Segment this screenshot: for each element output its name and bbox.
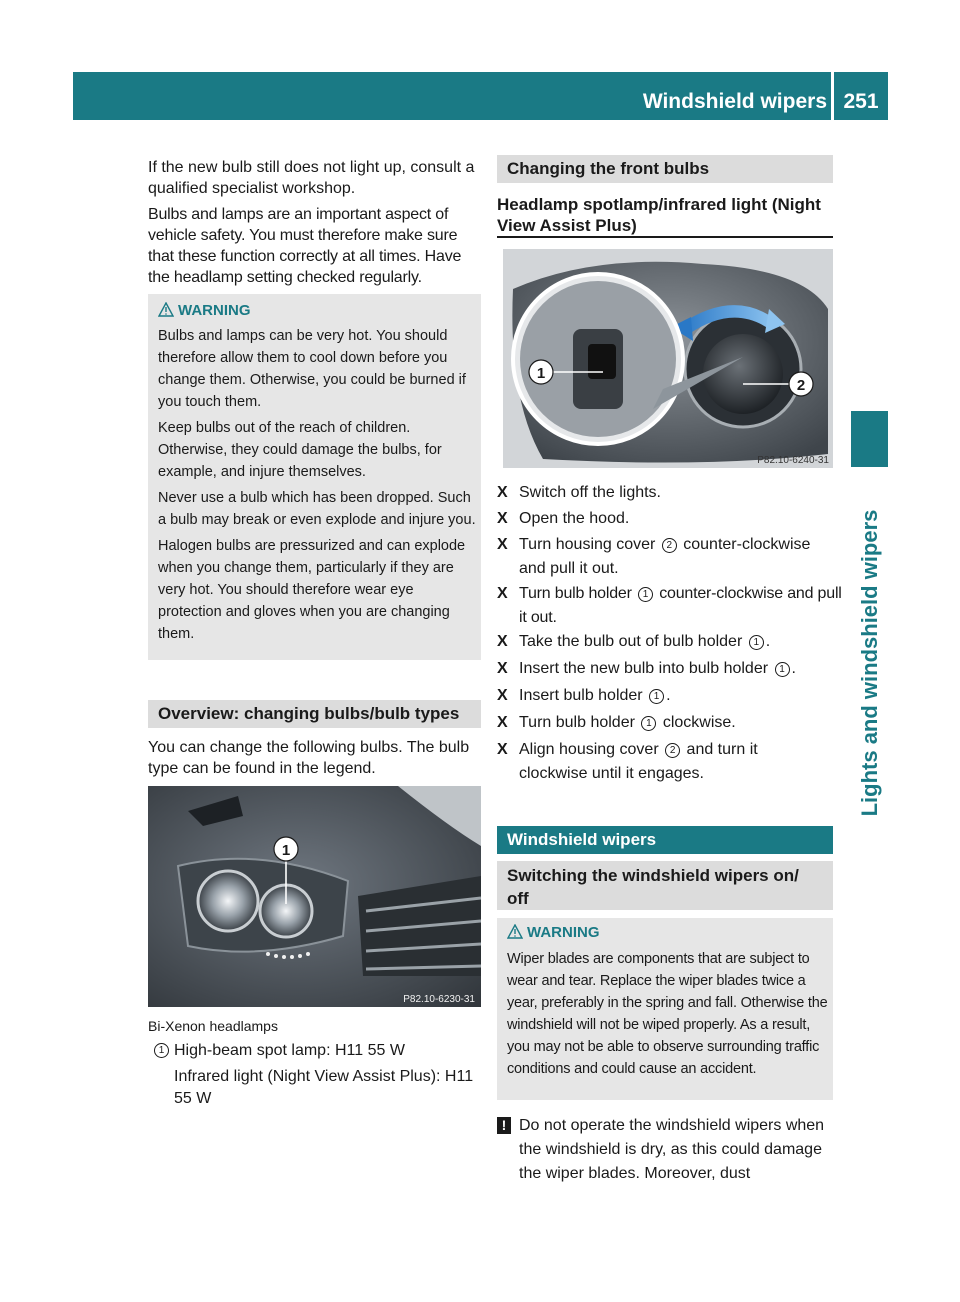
image-caption: Bi-Xenon headlamps — [148, 1018, 278, 1034]
legend-number: 1 — [154, 1043, 169, 1058]
page-number: 251 — [843, 90, 879, 113]
overview-text: You can change the following bulbs. The bulb type can be found in the legend. — [148, 739, 470, 777]
warning-paragraph: Halogen bulbs are pressurized and can explode when you change them, particularly if they are very hot. You should therefore wear eye protection and gloves when you are changing them. — [158, 538, 466, 642]
side-tab-label: Lights and windshield wipers — [856, 509, 882, 816]
subheading: Headlamp spotlamp/infrared light (Night View Assist Plus) — [497, 195, 821, 235]
section-heading: Changing the front bulbs — [497, 155, 833, 183]
overview-heading: Overview: changing bulbs/bulb types — [148, 700, 481, 728]
image-marker-1: 1 — [281, 842, 291, 859]
step-marker-icon: X — [497, 633, 508, 650]
step-marker-icon: X — [497, 660, 508, 677]
bi-xenon-headlamp-image — [148, 786, 481, 1007]
image-code: P82.10-6230-31 — [403, 994, 475, 1005]
step-marker-icon: X — [497, 484, 508, 501]
step-marker-icon: X — [497, 741, 508, 758]
legend-line-1: High-beam spot lamp: H11 55 W — [174, 1042, 405, 1059]
header-title: Windshield wipers — [642, 90, 827, 113]
image-marker-1: 1 — [536, 365, 546, 382]
warning-paragraph: Bulbs and lamps can be very hot. You should therefore allow them to cool down before you change them. Otherwise, you could be burned if you touch them. — [158, 328, 466, 410]
switching-heading: Switching the windshield wipers on/ off — [497, 861, 833, 910]
warning-heading: WARNING — [507, 923, 827, 943]
step-marker-icon: X — [497, 687, 508, 704]
side-tab — [851, 411, 888, 467]
notice-text: Do not operate the windshield wipers when the windshield is dry, as this could damage the wiper blades. Moreover, dust — [519, 1117, 825, 1182]
warning-paragraph: Keep bulbs out of the reach of children. Otherwise, they could damage the bulbs, for example, and injure themselves. — [158, 420, 442, 480]
step-marker-icon: X — [497, 536, 508, 553]
warning-heading: WARNING — [158, 301, 478, 321]
image-marker-2: 2 — [796, 377, 806, 394]
headlamp-housing-image — [503, 249, 833, 468]
warning-triangle-icon — [158, 302, 174, 317]
legend-line-2: Infrared light (Night View Assist Plus): H11 55 W — [174, 1068, 474, 1107]
warning-paragraph: Wiper blades are components that are subject to wear and tear. Replace the wiper blades twice a year, preferably in the spring and fall. Otherwise the windshield will not be wiped properly. As a result, you may not be able to observe surrounding traffic conditions and could cause an accident. — [507, 951, 828, 1077]
subheading-rule — [497, 236, 833, 238]
notice-icon: ! — [497, 1117, 511, 1134]
step-marker-icon: X — [497, 510, 508, 527]
warning-box — [148, 294, 481, 660]
image-code: P82.10-6240-31 — [757, 455, 829, 466]
step-marker-icon: X — [497, 714, 508, 731]
step-marker-icon: X — [497, 585, 508, 602]
warning-box — [497, 918, 833, 1100]
intro-paragraph-1: If the new bulb still does not light up, consult a qualified specialist workshop. — [148, 159, 475, 197]
intro-paragraph-2: Bulbs and lamps are an important aspect of vehicle safety. You must therefore make sure that these function correctly at all times. Have the headlamp setting checked regularly. — [148, 206, 462, 286]
warning-paragraph: Never use a bulb which has been dropped. Such a bulb may break or even explode and injure you. — [158, 490, 476, 528]
wipers-heading: Windshield wipers — [497, 826, 833, 854]
warning-triangle-icon — [507, 924, 523, 939]
